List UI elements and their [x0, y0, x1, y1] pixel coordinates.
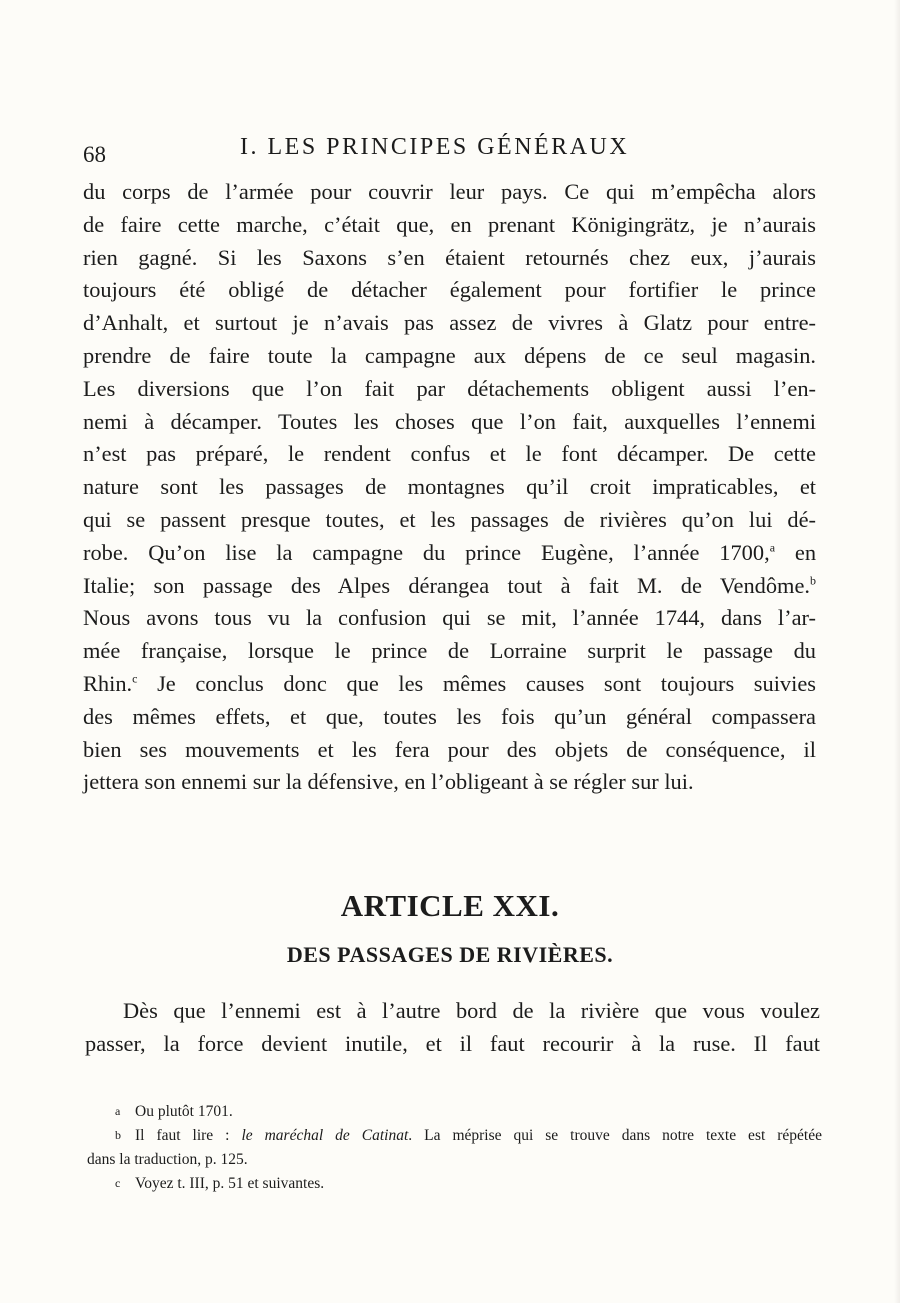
footnote-text: . La méprise qui se trouve dans notre texte est répétée	[408, 1127, 822, 1144]
page-edge-shadow	[894, 0, 900, 1303]
footnote-text: Il faut lire :	[135, 1127, 242, 1144]
text-line	[83, 570, 816, 603]
body-paragraph	[83, 176, 816, 799]
text-line: toujours été obligé de détacher également pour fortifier le prince	[83, 277, 816, 303]
footnote-ref-c: c	[132, 671, 138, 686]
running-title: I. LES PRINCIPES GÉNÉRAUX	[240, 134, 630, 160]
text-line: de faire cette marche, c’était que, en prenant Königingrätz, je n’aurais	[83, 211, 816, 237]
footnote-mark: c	[115, 1176, 121, 1190]
article-paragraph	[85, 994, 820, 1060]
text-line: jettera son ennemi sur la défensive, en l’obligeant à se régler sur lui.	[83, 769, 694, 795]
footnote-a	[87, 1100, 822, 1124]
text-run: Italie; son passage des Alpes dérangea tout à fait M. de Vendôme.	[83, 572, 810, 598]
footnote-text: Voyez t. III, p. 51 et suivantes.	[135, 1175, 325, 1192]
text-line: mée française, lorsque le prince de Lorraine surprit le passage du	[83, 638, 816, 664]
text-line: nemi à décamper. Toutes les choses que l’on fait, auxquelles l’ennemi	[83, 408, 816, 434]
text-line: des mêmes effets, et que, toutes les fois qu’un général compassera	[83, 703, 816, 729]
text-line: du corps de l’armée pour couvrir leur pays. Ce qui m’empêcha alors	[83, 179, 816, 204]
footnote-mark: b	[115, 1128, 121, 1142]
footnote-c	[87, 1172, 822, 1196]
text-line: d’Anhalt, et surtout je n’avais pas assez de vivres à Glatz pour entre-	[83, 310, 816, 336]
text-line: Les diversions que l’on fait par détachements obligent aussi l’en-	[83, 375, 816, 401]
page-number: 68	[83, 142, 106, 167]
text-line: Dès que l’ennemi est à l’autre bord de la rivière que vous voulez	[123, 998, 820, 1023]
text-line	[83, 668, 816, 701]
running-head	[83, 128, 823, 168]
footnote-b-continued: dans la traduction, p. 125.	[87, 1151, 248, 1168]
text-line: nature sont les passages de montagnes qu’il croit impraticables, et	[83, 474, 816, 500]
text-line: qui se passent presque toutes, et les passages de rivières qu’on lui dé-	[83, 506, 816, 532]
article-heading: ARTICLE XXI.	[340, 888, 560, 923]
text-line: bien ses mouvements et les fera pour des objets de conséquence, il	[83, 736, 816, 762]
footnote-ref-a: a	[769, 540, 776, 555]
footnote-ref-b: b	[810, 573, 816, 588]
text-line: rien gagné. Si les Saxons s’en étaient retournés chez eux, j’aurais	[83, 244, 816, 270]
footnotes	[87, 1100, 822, 1196]
text-line	[83, 537, 816, 570]
text-line: n’est pas préparé, le rendent confus et le font décamper. De cette	[83, 441, 816, 467]
footnote-italic: le maréchal de Catinat	[241, 1127, 409, 1144]
text-run: Je conclus donc que les mêmes causes sont toujours suivies	[137, 670, 816, 696]
footnote-b	[87, 1124, 822, 1148]
text-run: en	[775, 539, 817, 565]
article-subheading: DES PASSAGES DE RIVIÈRES.	[286, 942, 614, 967]
text-line: passer, la force devient inutile, et il faut recourir à la ruse. Il faut	[85, 1031, 820, 1056]
text-line: prendre de faire toute la campagne aux dépens de ce seul magasin.	[83, 342, 816, 368]
text-line: Nous avons tous vu la confusion qui se mit, l’année 1744, dans l’ar-	[83, 605, 816, 631]
text-run: robe. Qu’on lise la campagne du prince Eugène, l’année 1700,	[83, 539, 770, 565]
footnote-text: Ou plutôt 1701.	[135, 1103, 233, 1120]
footnote-mark: a	[115, 1104, 121, 1118]
text-run: Rhin.	[83, 670, 133, 696]
